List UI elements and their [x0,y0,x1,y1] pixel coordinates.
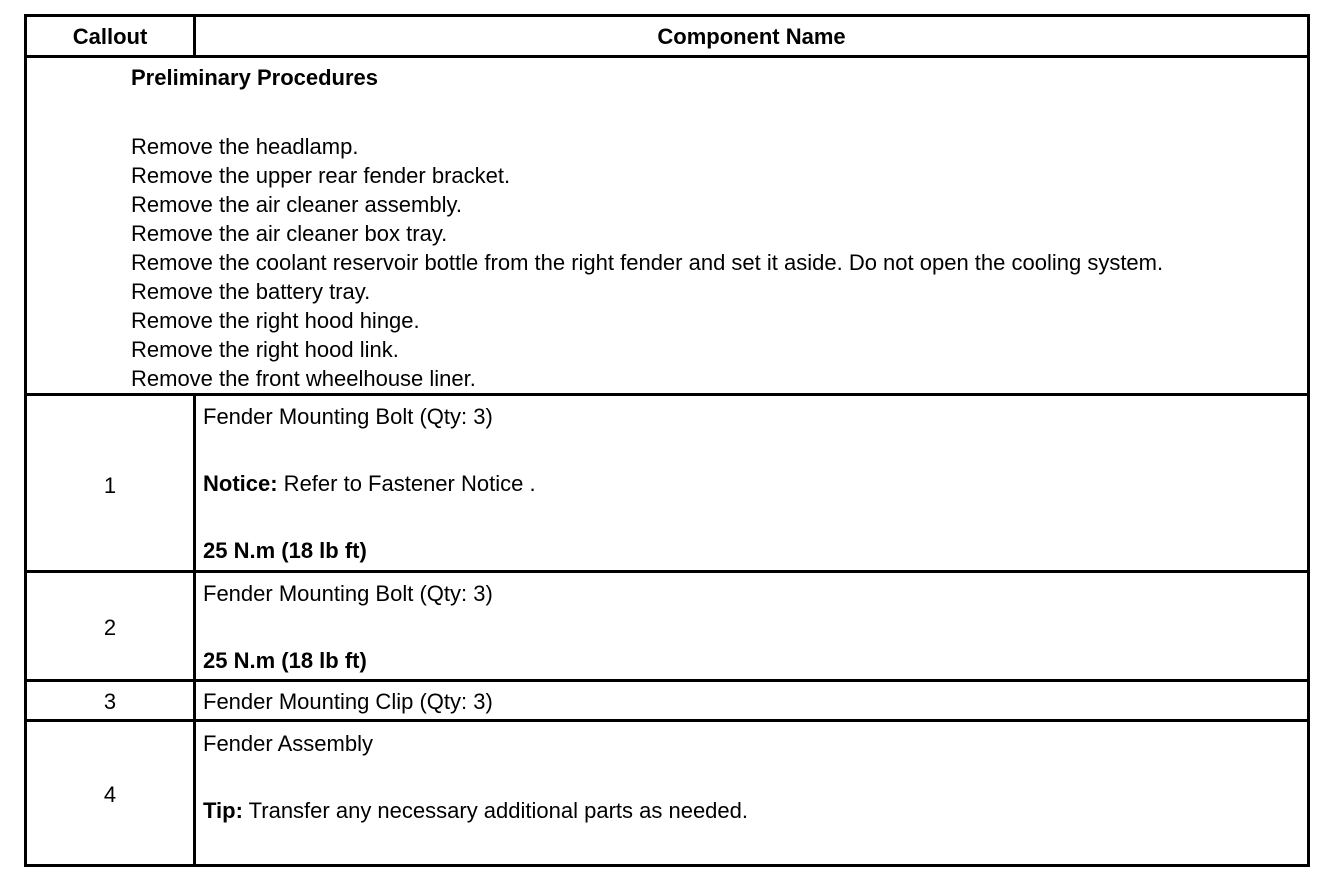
row1-notice [203,471,536,497]
row2-divider [24,679,1310,682]
tip-text: Transfer any necessary additional parts as needed. [242,798,748,823]
preliminary-step: Remove the upper rear fender bracket. [131,163,511,188]
row4-component-name: Fender Assembly [203,731,373,756]
row4-tip [203,798,748,824]
header-divider [24,55,1310,58]
row2-torque: 25 N.m (18 lb ft) [203,648,367,673]
preliminary-title: Preliminary Procedures [131,65,379,90]
row4-callout: 4 [103,782,117,807]
preliminary-step: Remove the front wheelhouse liner. [131,366,476,391]
preliminary-step: Remove the air cleaner assembly. [131,192,462,217]
row3-component-name: Fender Mounting Clip (Qty: 3) [203,689,493,714]
preliminary-step: Remove the right hood hinge. [131,308,420,333]
row2-component-name: Fender Mounting Bolt (Qty: 3) [203,581,493,606]
preliminary-step: Remove the coolant reservoir bottle from the right fender and set it aside. Do not open the cooling system. [131,250,1164,275]
row3-divider [24,719,1310,722]
row1-component-name: Fender Mounting Bolt (Qty: 3) [203,404,493,429]
row1-callout: 1 [103,473,117,498]
notice-label: Notice: [203,471,278,496]
preliminary-step: Remove the headlamp. [131,134,359,159]
row3-callout: 3 [103,689,117,714]
header-callout: Callout [72,24,148,49]
tip-label: Tip: [203,798,243,823]
preliminary-divider [24,393,1310,396]
column-divider-body [193,393,196,867]
row1-torque: 25 N.m (18 lb ft) [203,538,367,563]
preliminary-step: Remove the air cleaner box tray. [131,221,448,246]
notice-text: Refer to Fastener Notice . [277,471,536,496]
header-component-name: Component Name [657,24,846,49]
preliminary-steps [131,132,1163,393]
row2-callout: 2 [103,615,117,640]
row1-divider [24,570,1310,573]
preliminary-step: Remove the battery tray. [131,279,371,304]
preliminary-step: Remove the right hood link. [131,337,399,362]
